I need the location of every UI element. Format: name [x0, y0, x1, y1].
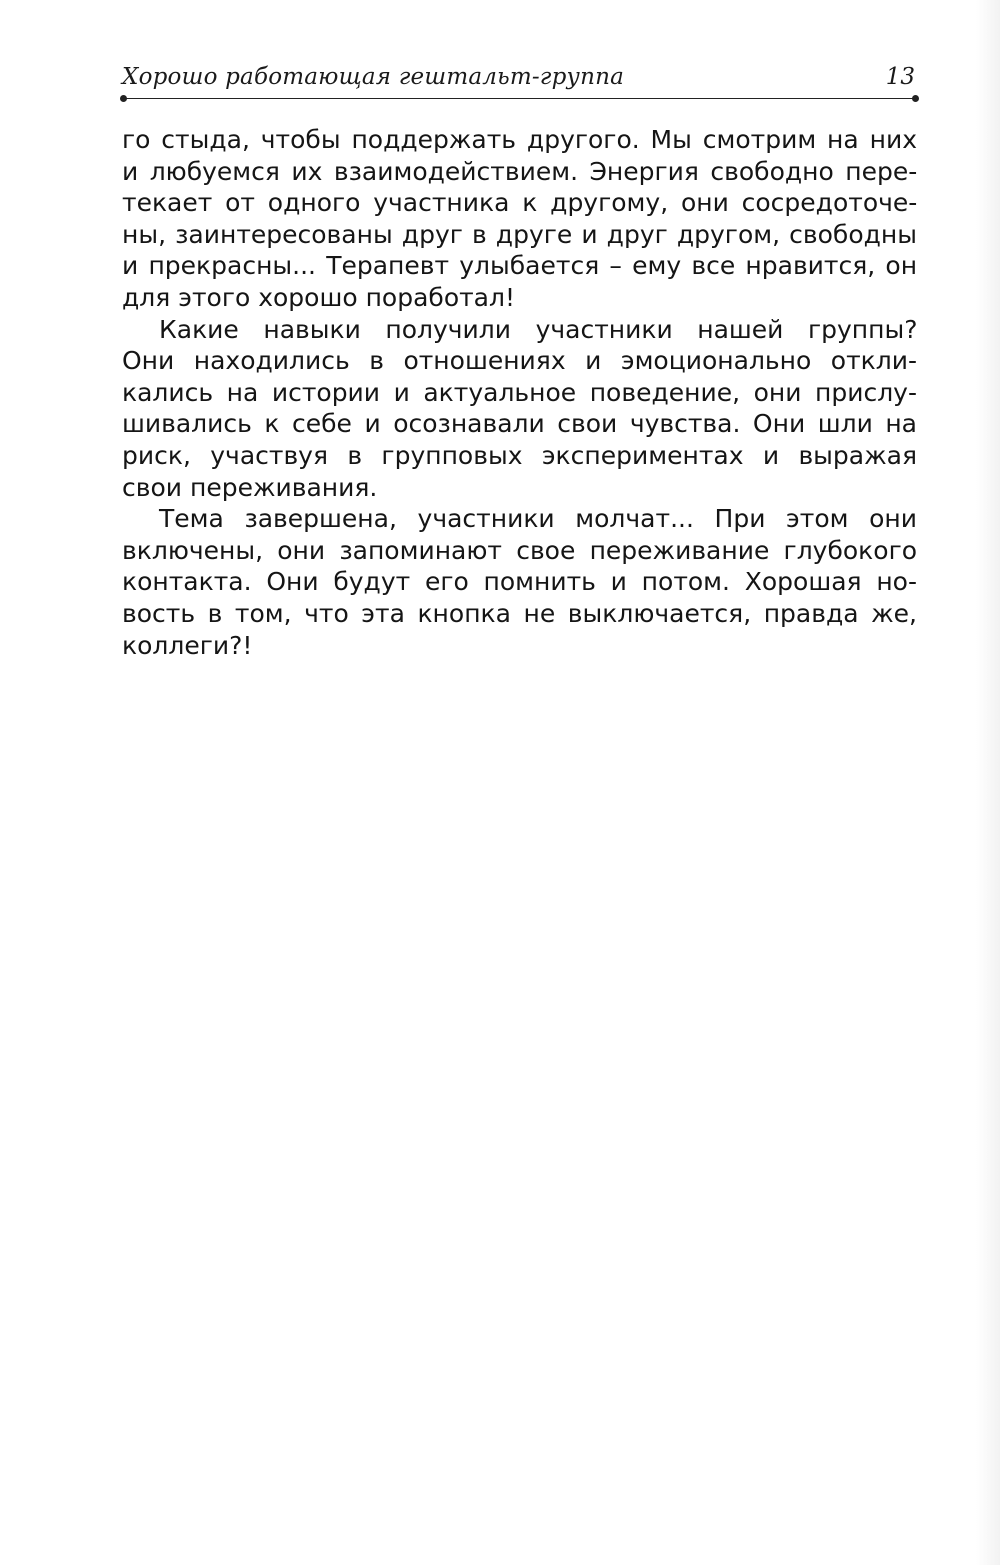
text-line: контакта. Они будут его помнить и потом. Хорошая но-: [122, 567, 917, 597]
page-number: 13: [885, 64, 915, 90]
paragraph-1: [122, 124, 917, 314]
text-line: ны, заинтересованы друг в друге и друг другом, свободны: [122, 219, 917, 249]
page-edge-shadow: [976, 0, 1000, 1565]
text-line: риск, участвуя в групповых экспериментах и выражая: [122, 440, 917, 470]
header-rule-left-dot: [120, 95, 127, 102]
paragraph-2: [122, 314, 917, 504]
text-line: кались на истории и актуальное поведение, они прислу-: [122, 377, 917, 407]
text-line: Какие навыки получили участники нашей группы?: [159, 314, 918, 344]
text-line: включены, они запоминают свое переживание глубокого: [122, 535, 917, 565]
paragraph-3: [122, 503, 917, 661]
text-line: для этого хорошо поработал!: [122, 282, 516, 312]
header-rule: [122, 98, 917, 99]
text-line: и любуемся их взаимодействием. Энергия свободно пере-: [122, 156, 918, 186]
text-line: вость в том, что эта кнопка не выключается, правда же,: [122, 598, 917, 628]
text-line: и прекрасны... Терапевт улыбается – ему все нравится, он: [122, 251, 918, 281]
text-line: го стыда, чтобы поддержать другого. Мы смотрим на них: [122, 125, 917, 154]
header-rule-right-dot: [912, 95, 919, 102]
text-line: коллеги?!: [122, 630, 253, 660]
text-line: текает от одного участника к другому, они сосредоточе-: [122, 188, 918, 218]
text-line: Они находились в отношениях и эмоционально откли-: [122, 346, 917, 376]
running-header: [122, 62, 917, 104]
body-text: [122, 124, 917, 661]
text-line: Тема завершена, участники молчат... При этом они: [159, 504, 918, 534]
running-header-title: Хорошо работающая гештальт-группа: [122, 64, 625, 90]
text-line: шивались к себе и осознавали свои чувства. Они шли на: [122, 409, 917, 439]
text-line: свои переживания.: [122, 472, 378, 502]
